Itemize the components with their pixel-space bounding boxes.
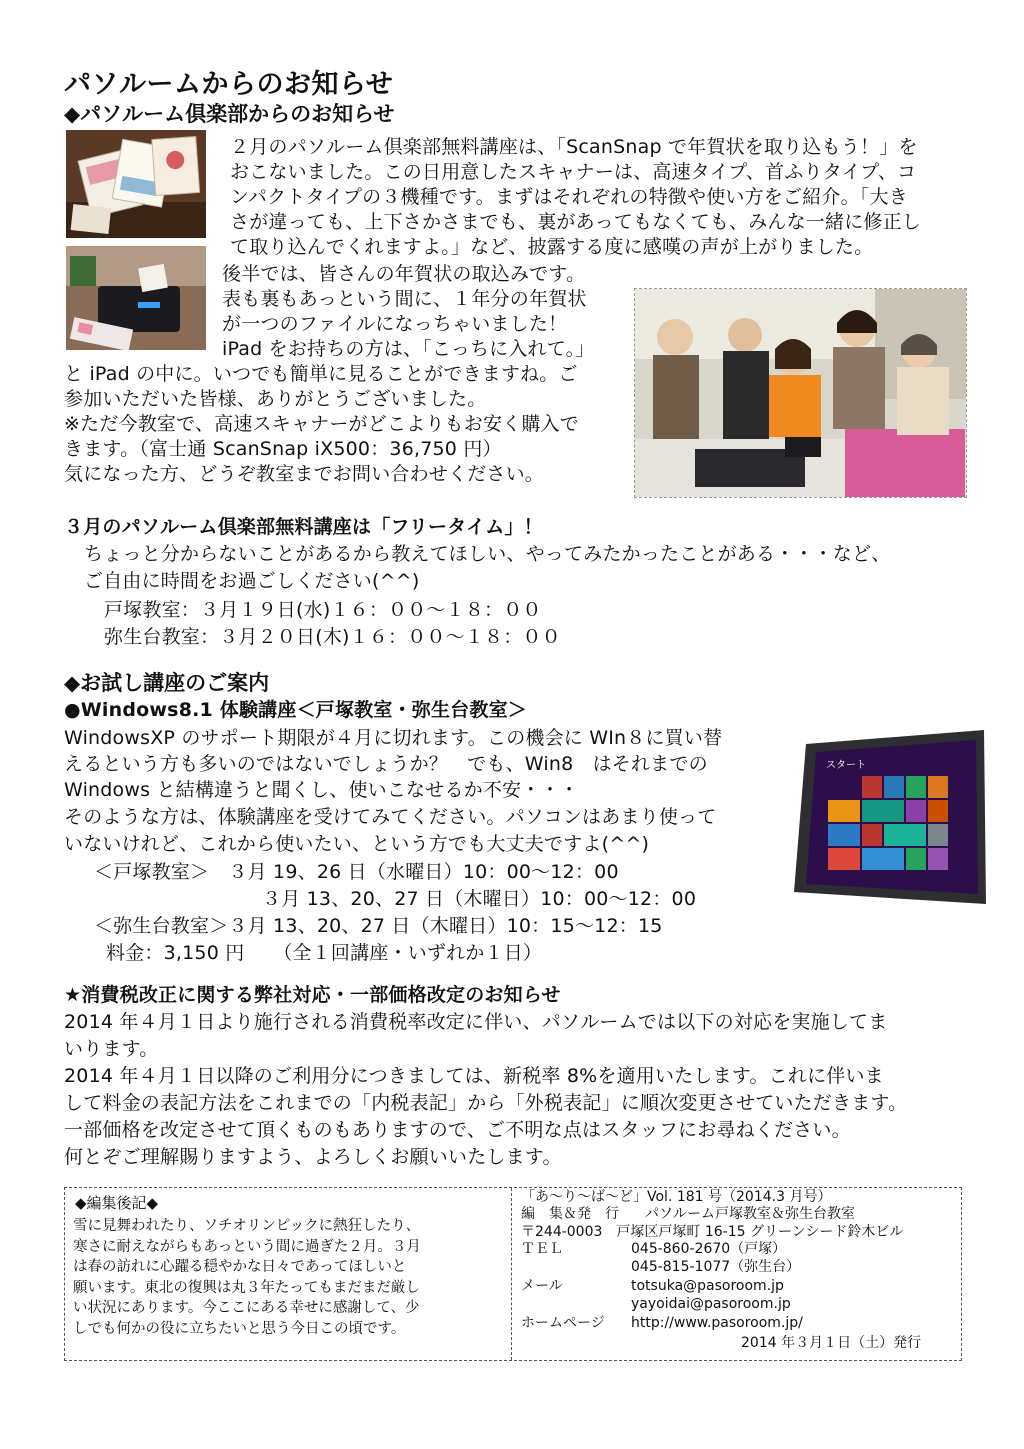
colophon-publisher: パソルーム戸塚教室＆弥生台教室 <box>645 1206 855 1223</box>
tax-text-3: 2014 年４月１日以降のご利用分につきましては、新税率 8%を適用いたします。これに伴いま <box>64 1065 884 1087</box>
tablet-start-label: スタート <box>826 760 866 771</box>
tax-text-4: して料金の表記方法をこれまでの「内税表記」から「外税表記」に順次変更させていただきます。 <box>64 1092 908 1114</box>
editor-note-heading: ◆編集後記◆ <box>75 1194 159 1212</box>
tax-heading: ★消費税改正に関する弊社対応・一部価格改定のお知らせ <box>64 984 561 1006</box>
club-text-11: 参加いただいた皆様、ありがとうございました。 <box>64 388 487 410</box>
march-text-1: ちょっと分からないことがあるから教えてほしい、やってみたかったことがある・・・など、 <box>84 543 891 565</box>
march-schedule-totsuka: 戸塚教室：３月１９日(水)１６：００～１８：００ <box>104 599 542 621</box>
editor-note-line-6: しでも何かの役に立ちたいと思う今日この頃です。 <box>73 1320 406 1337</box>
club-text-2: おこないました。この日用意したスキャナーは、高速タイプ、首ふりタイプ、コ <box>230 161 917 183</box>
club-text-10: と iPad の中に。いつでも簡単に見ることができますね。ご <box>64 363 578 385</box>
march-schedule-yayoidai: 弥生台教室：３月２０日(木)１６：００～１８：００ <box>104 626 561 648</box>
club-text-14: 気になった方、どうぞ教室までお問い合わせください。 <box>64 463 545 485</box>
colophon-web-link[interactable]: http://www.pasoroom.jp/ <box>631 1315 803 1331</box>
club-heading: ◆パソルーム倶楽部からのお知らせ <box>64 102 395 126</box>
photo-greeting-cards <box>66 130 206 238</box>
colophon-tel-label: ＴＥＬ <box>521 1241 563 1258</box>
colophon-mail-label: メール <box>521 1278 563 1294</box>
tablet-image <box>788 726 988 916</box>
march-text-2: ご自由に時間をお過ごしください(^^) <box>84 570 420 592</box>
club-text-9: iPad をお持ちの方は、「こっちに入れて。」 <box>222 338 595 360</box>
page-title: パソルームからのお知らせ <box>64 69 394 100</box>
club-text-4: さが違っても、上下さかさまでも、裏があってもなくても、みんな一緒に修正し <box>230 211 922 233</box>
trial-text-4: そのような方は、体験講座を受けてみてください。パソコンはあまり使って <box>64 806 717 828</box>
colophon-mail-totsuka[interactable]: totsuka@pasoroom.jp <box>631 1278 784 1294</box>
club-text-1: ２月のパソルーム倶楽部無料講座は、「ScanSnap で年賀状を取り込もう！」を <box>230 136 918 158</box>
colophon-date: 2014 年３月１日（土）発行 <box>741 1335 922 1351</box>
club-text-7: 表も裏もあっという間に、１年分の年賀状 <box>222 288 587 310</box>
trial-schedule-1: ＜戸塚教室＞ ３月 19、26 日（水曜日）10：00～12：00 <box>94 861 619 883</box>
colophon-address: 〒244-0003 戸塚区戸塚町 16-15 グリーンシード鈴木ビル <box>521 1223 904 1240</box>
colophon-mail-yayoidai[interactable]: yayoidai@pasoroom.jp <box>631 1296 791 1312</box>
club-text-13: きます。（富士通 ScanSnap iX500：36,750 円） <box>64 438 502 460</box>
trial-text-1: WindowsXP のサポート期限が４月に切れます。この機会に WIn８に買い替 <box>64 727 723 749</box>
club-text-12: ※ただ今教室で、高速スキャナーがどこよりもお安く購入で <box>64 413 579 435</box>
trial-schedule-2: ３月 13、20、27 日（木曜日）10：00～12：00 <box>262 888 697 910</box>
editor-note-line-1: 雪に見舞われたり、ソチオリンピックに熱狂したり、 <box>73 1218 421 1234</box>
club-text-3: ンパクトタイプの３機種です。まずはそれぞれの特徴や使い方をご紹介。「大き <box>230 186 908 208</box>
trial-heading: ◆お試し講座のご案内 <box>64 671 270 695</box>
trial-text-3: Windows と結構違うと聞くし、使いこなせるか不安・・・ <box>64 779 579 801</box>
editor-note-line-3: は春の訪れに心躍る穏やかな日々であってほしいと <box>73 1259 407 1275</box>
footer-divider <box>511 1188 512 1360</box>
trial-text-5: いないけれど、これから使いたい、という方でも大丈夫ですよ(^^) <box>64 833 650 855</box>
tax-text-1: 2014 年４月１日より施行される消費税率改定に伴い、パソルームでは以下の対応を実施してま <box>64 1011 888 1033</box>
photo-scanner <box>66 246 206 350</box>
trial-text-2: えるという方も多いのではないでしょうか？ でも、Win8 はそれまでの <box>64 753 708 775</box>
tax-text-2: いります。 <box>64 1038 159 1060</box>
footer-box <box>64 1187 962 1361</box>
tax-text-6: 何とぞご理解賜りますよう、よろしくお願いいたします。 <box>64 1146 562 1168</box>
club-text-6: 後半では、皆さんの年賀状の取込みです。 <box>222 263 586 285</box>
colophon-web-label: ホームページ <box>521 1315 605 1331</box>
editor-note-line-5: い状況にあります。今ここにある幸せに感謝して、少 <box>73 1300 420 1316</box>
editor-note-line-2: 寒さに耐えながらもあっという間に過ぎた２月。３月 <box>73 1238 421 1255</box>
march-heading: ３月のパソルーム倶楽部無料講座は「フリータイム」！ <box>64 516 543 538</box>
photo-classroom <box>634 288 967 498</box>
trial-subheading: ●Windows8.1 体験講座＜戸塚教室・弥生台教室＞ <box>64 699 527 721</box>
trial-schedule-3: ＜弥生台教室＞３月 13、20、27 日（木曜日）10：15～12：15 <box>94 915 663 937</box>
trial-fee: 料金：3,150 円 （全１回講座・いずれか１日） <box>106 942 543 964</box>
colophon-tel-totsuka: 045-860-2670（戸塚） <box>631 1241 787 1258</box>
colophon-tel-yayoidai: 045-815-1077（弥生台） <box>631 1258 801 1275</box>
colophon-issue: 「あ～り～ば～ど」Vol. 181 号（2014.3 月号） <box>521 1189 832 1205</box>
colophon-publisher-label: 編 集＆発 行 <box>521 1206 619 1223</box>
club-text-5: て取り込んでくれますよ。」など、披露する度に感嘆の声が上がりました。 <box>230 236 874 258</box>
tax-text-5: 一部価格を改定させて頂くものもありますので、ご不明な点はスタッフにお尋ねください。 <box>64 1119 851 1141</box>
club-text-8: が一つのファイルになっちゃいました！ <box>222 313 568 335</box>
editor-note-line-4: 願います。東北の復興は丸３年たってもまだまだ厳し <box>73 1279 420 1296</box>
